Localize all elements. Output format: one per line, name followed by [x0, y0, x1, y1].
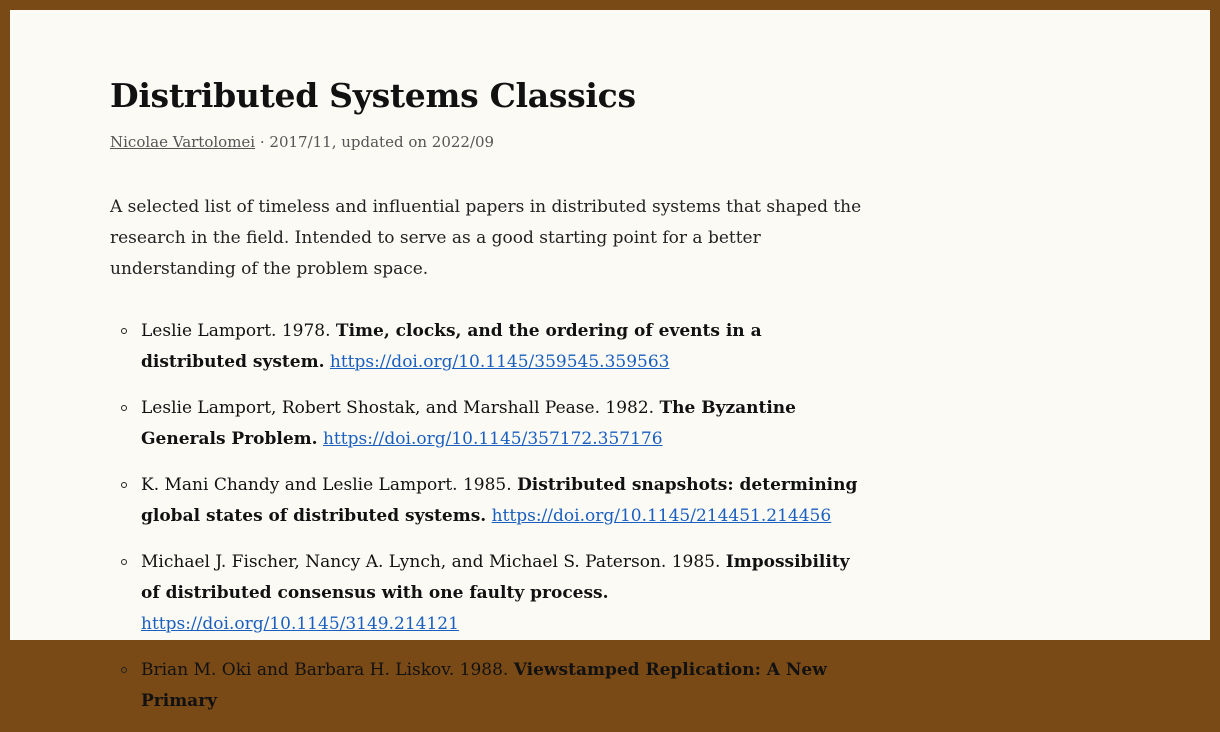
paper-authors: Brian M. Oki and Barbara H. Liskov. 1988.: [141, 660, 514, 680]
paper-title: Viewstamped Replication: A New Primary: [141, 660, 827, 711]
bullet-icon: [121, 405, 127, 411]
paper-item: [110, 393, 870, 455]
paper-doi-link[interactable]: https://doi.org/10.1145/359545.359563: [329, 352, 670, 372]
paper-title: Distributed snapshots: determining global states of distributed systems.: [141, 475, 858, 526]
author-link[interactable]: Nicolae Vartolomei: [110, 133, 256, 151]
paper-authors: K. Mani Chandy and Leslie Lamport. 1985.: [141, 475, 518, 495]
paper-item: [110, 470, 870, 532]
paper-item: [110, 547, 870, 640]
bullet-icon: [121, 328, 127, 334]
intro-paragraph: A selected list of timeless and influential papers in distributed systems that shaped the research in the field. Intended to serve as a good starting point for a better understanding of the problem space.: [110, 197, 862, 279]
paper-doi-link[interactable]: https://doi.org/10.1145/357172.357176: [322, 429, 663, 449]
bullet-icon: [121, 482, 127, 488]
paper-title: The Byzantine Generals Problem.: [141, 398, 796, 449]
article: [110, 10, 870, 732]
paper-authors: Leslie Lamport, Robert Shostak, and Marshall Pease. 1982.: [141, 398, 660, 418]
bullet-icon: [121, 667, 127, 673]
page-frame: [10, 10, 1210, 711]
byline: [110, 131, 870, 153]
date-info: · 2017/11, updated on 2022/09: [255, 133, 495, 151]
paper-list: [110, 316, 870, 717]
bullet-icon: [121, 559, 127, 565]
page-title: Distributed Systems Classics: [110, 76, 636, 115]
paper-item: [110, 316, 870, 378]
paper-title: Impossibility of distributed consensus with one faulty process.: [141, 552, 850, 603]
paper-authors: Leslie Lamport. 1978.: [141, 321, 336, 341]
paper-authors: Michael J. Fischer, Nancy A. Lynch, and Michael S. Paterson. 1985.: [141, 552, 726, 572]
paper-doi-link[interactable]: https://doi.org/10.1145/3149.214121: [141, 614, 459, 634]
paper-item: [110, 655, 870, 717]
paper-title: Time, clocks, and the ordering of events in a distributed system.: [141, 321, 762, 372]
paper-doi-link[interactable]: https://doi.org/10.1145/214451.214456: [491, 506, 832, 526]
